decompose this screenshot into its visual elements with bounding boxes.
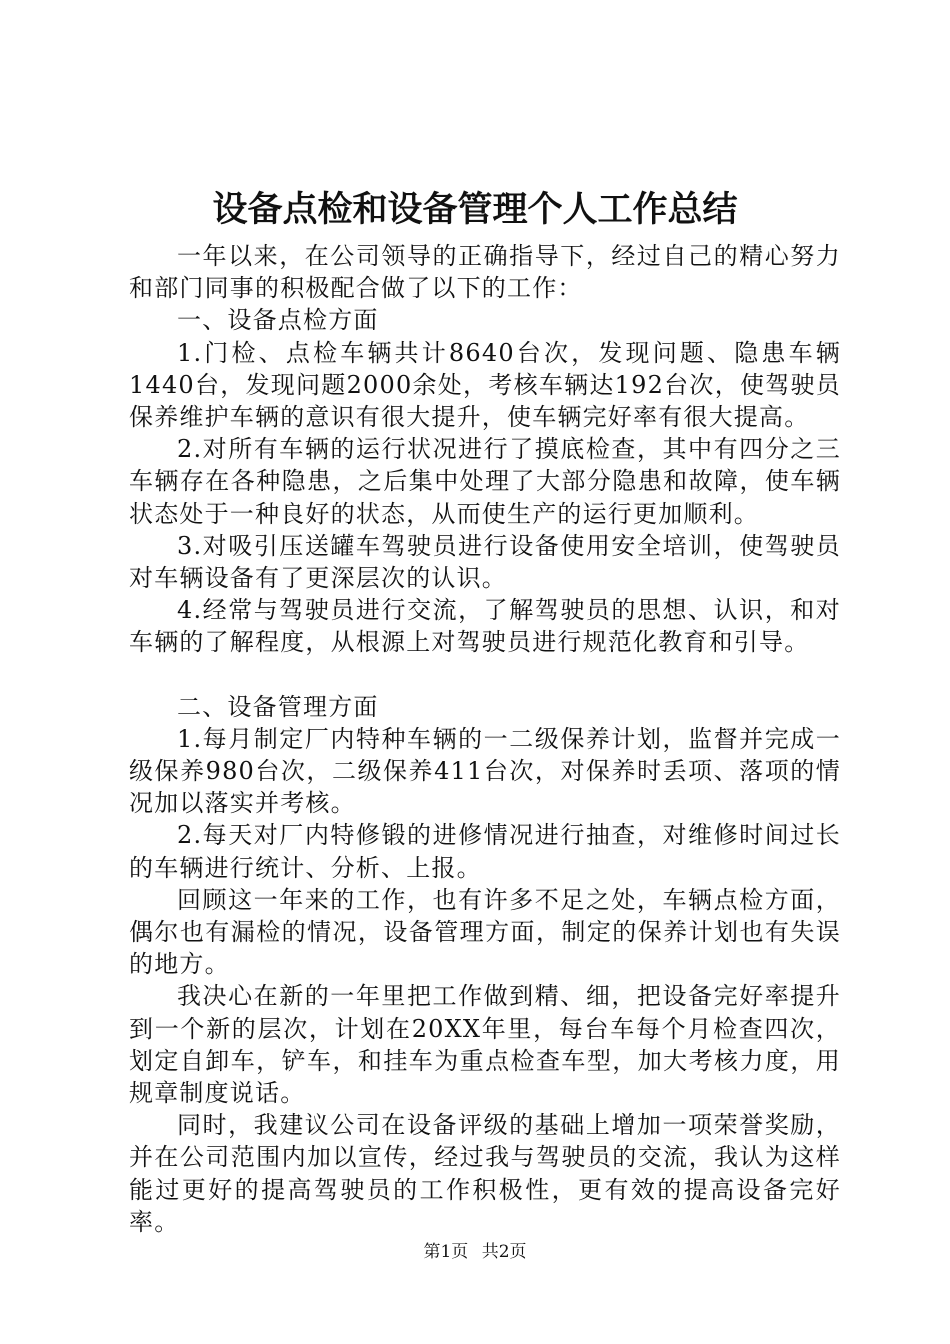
inspection-item-3: 3.对吸引压送罐车驾驶员进行设备使用安全培训，使驾驶员对车辆设备有了更深层次的认识。 (129, 531, 841, 593)
suggestion-paragraph: 同时，我建议公司在设备评级的基础上增加一项荣誉奖励，并在公司范围内加以宣传，经过我与驾驶员的交流，我认为这样能过更好的提高驾驶员的工作积极性，更有效的提高设备完好率。 (129, 1111, 841, 1236)
inspection-item-2: 2.对所有车辆的运行状况进行了摸底检查，其中有四分之三车辆存在各种隐患，之后集中处理了大部分隐患和故障，使车辆状态处于一种良好的状态，从而使生产的运行更加顺利。 (129, 435, 841, 528)
intro-paragraph: 一年以来，在公司领导的正确指导下，经过自己的精心努力和部门同事的积极配合做了以下的工作： (129, 242, 841, 303)
management-item-2: 2.每天对厂内特修锻的进修情况进行抽查，对维修时间过长的车辆进行统计、分析、上报。 (129, 821, 841, 882)
inspection-item-4: 4.经常与驾驶员进行交流，了解驾驶员的思想、认识，和对车辆的了解程度，从根源上对驾驶员进行规范化教育和引导。 (129, 596, 841, 657)
document-body (129, 240, 841, 1238)
page-total: 共2页 (481, 1242, 527, 1262)
plan-paragraph: 我决心在新的一年里把工作做到精、细，把设备完好率提升到一个新的层次，计划在20XX年里，每台车每个月检查四次，划定自卸车，铲车，和挂车为重点检查车型，加大考核力度，用规章制度说话。 (129, 982, 841, 1108)
document-title: 设备点检和设备管理个人工作总结 (212, 189, 738, 230)
management-item-1: 1.每月制定厂内特种车辆的一二级保养计划，监督并完成一级保养980台次，二级保养411台次，对保养时丢项、落项的情况加以落实并考核。 (129, 724, 841, 818)
section-heading-management: 二、设备管理方面 (177, 692, 379, 721)
inspection-item-1: 1.门检、点检车辆共计8640台次，发现问题、隐患车辆1440台，发现问题2000余处，考核车辆达192台次，使驾驶员保养维护车辆的意识有很大提升，使车辆完好率有很大提高。 (129, 338, 841, 432)
page-number: 第1页 (423, 1242, 469, 1262)
review-paragraph: 回顾这一年来的工作，也有许多不足之处，车辆点检方面，偶尔也有漏检的情况，设备管理方面，制定的保养计划也有失误的地方。 (129, 885, 841, 979)
page-footer (0, 1240, 950, 1264)
section-heading-inspection: 一、设备点检方面 (177, 306, 379, 335)
